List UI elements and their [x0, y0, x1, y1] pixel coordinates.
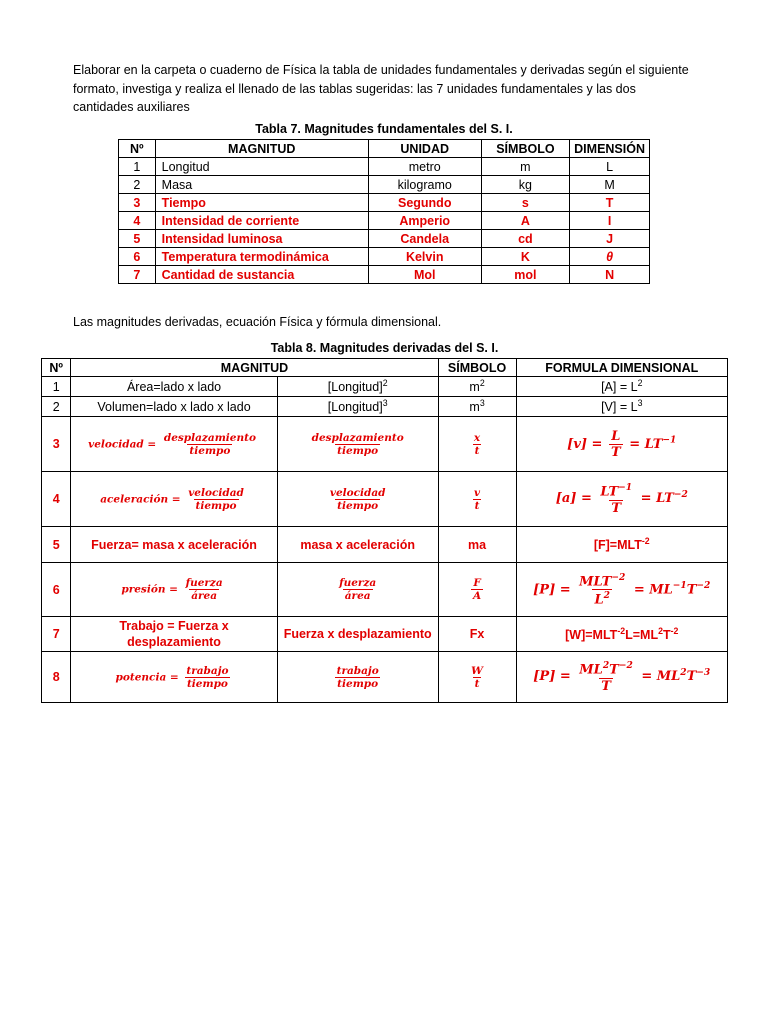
cell-number: 5: [42, 527, 71, 563]
cell-dimension: J: [570, 230, 650, 248]
cell-symbol: Fx: [438, 617, 516, 652]
cell-unit: Segundo: [368, 194, 481, 212]
col-dimension: DIMENSIÓN: [570, 140, 650, 158]
cell-number: 1: [119, 158, 156, 176]
table8-caption: Tabla 8. Magnitudes derivadas del S. I.: [270, 341, 499, 355]
cell-dimension: $[W]=MLT^{-2}L=ML^2T^{-2}$: [516, 617, 727, 652]
cell-expression: Fuerza x desplazamiento: [277, 617, 438, 652]
table-header-row: [42, 359, 728, 377]
table-row: [42, 377, 728, 397]
cell-symbol: s: [481, 194, 570, 212]
cell-magnitude: Área=lado x lado: [71, 377, 277, 397]
cell-dimension: T: [570, 194, 650, 212]
table-row: [119, 230, 650, 248]
cell-expression: masa x aceleración: [277, 527, 438, 563]
cell-number: 8: [42, 652, 71, 703]
col-magnitude: MAGNITUD: [71, 359, 438, 377]
col-symbol: SÍMBOLO: [481, 140, 570, 158]
table-header-row: [119, 140, 650, 158]
cell-symbol: $\frac{v}{t}$: [438, 472, 516, 527]
cell-symbol: K: [481, 248, 570, 266]
cell-symbol: cd: [481, 230, 570, 248]
cell-magnitude: potencia = $\frac{\text{trabajo}}{\text{tiempo}}$: [71, 652, 277, 703]
cell-magnitude: Intensidad luminosa: [155, 230, 368, 248]
cell-expression: $\frac{\text{fuerza}}{\text{área}}$: [277, 563, 438, 617]
cell-unit: Amperio: [368, 212, 481, 230]
table-row: [42, 472, 728, 527]
cell-expression: [Longitud]$^3$: [277, 397, 438, 417]
col-symbol: SÍMBOLO: [438, 359, 516, 377]
cell-magnitude: Temperatura termodinámica: [155, 248, 368, 266]
cell-magnitude: velocidad = $\frac{\text{desplazamiento}}{\text{tiempo}}$: [71, 417, 277, 472]
cell-expression: $\frac{\text{trabajo}}{\text{tiempo}}$: [277, 652, 438, 703]
table-fundamental-magnitudes: [118, 139, 650, 284]
cell-number: 6: [42, 563, 71, 617]
cell-dimension: [a] = $\frac{LT^{-1}}{T}$ = $LT^{-2}$: [516, 472, 727, 527]
cell-symbol: $m^2$: [438, 377, 516, 397]
cell-dimension: $[A] = L^2$: [516, 377, 727, 397]
table-row: [119, 176, 650, 194]
cell-symbol: $m^3$: [438, 397, 516, 417]
cell-symbol: mol: [481, 266, 570, 284]
cell-symbol: ma: [438, 527, 516, 563]
col-unit: UNIDAD: [368, 140, 481, 158]
cell-unit: kilogramo: [368, 176, 481, 194]
cell-magnitude: Trabajo = Fuerza x desplazamiento: [71, 617, 277, 652]
cell-magnitude: Longitud: [155, 158, 368, 176]
cell-dimension: N: [570, 266, 650, 284]
cell-dimension: L: [570, 158, 650, 176]
table-row: [42, 652, 728, 703]
cell-number: 4: [42, 472, 71, 527]
cell-symbol: $\frac{x}{t}$: [438, 417, 516, 472]
cell-dimension: θ: [570, 248, 650, 266]
cell-unit: Candela: [368, 230, 481, 248]
cell-dimension: $[V] = L^3$: [516, 397, 727, 417]
cell-magnitude: aceleración = $\frac{\text{velocidad}}{\text{tiempo}}$: [71, 472, 277, 527]
cell-magnitude: Tiempo: [155, 194, 368, 212]
cell-number: 3: [119, 194, 156, 212]
cell-number: 5: [119, 230, 156, 248]
cell-magnitude: presión = $\frac{\text{fuerza}}{\text{área}}$: [71, 563, 277, 617]
table-row: [42, 563, 728, 617]
cell-number: 3: [42, 417, 71, 472]
cell-number: 7: [42, 617, 71, 652]
cell-number: 1: [42, 377, 71, 397]
table-row: [42, 397, 728, 417]
cell-expression: [Longitud]$^2$: [277, 377, 438, 397]
derived-intro: Las magnitudes derivadas, ecuación Física y fórmula dimensional.: [73, 315, 442, 329]
cell-symbol: $\frac{W}{t}$: [438, 652, 516, 703]
table7-caption: Tabla 7. Magnitudes fundamentales del S. I.: [255, 122, 513, 136]
cell-symbol: kg: [481, 176, 570, 194]
cell-number: 7: [119, 266, 156, 284]
table-row: [119, 266, 650, 284]
cell-unit: Kelvin: [368, 248, 481, 266]
table-row: [119, 194, 650, 212]
cell-dimension: [P] = $\frac{MLT^{-2}}{L^2}$ = $ML^{-1}T^{-2}$: [516, 563, 727, 617]
table-row: [42, 527, 728, 563]
cell-magnitude: Volumen=lado x lado x lado: [71, 397, 277, 417]
cell-symbol: m: [481, 158, 570, 176]
table-row: [42, 417, 728, 472]
intro-paragraph: Elaborar en la carpeta o cuaderno de Física la tabla de unidades fundamentales y derivadas según el siguiente formato, investiga y realiza el llenado de las tablas sugeridas: las 7 unidades fundamentales y las dos cantidades auxiliares: [73, 63, 689, 114]
cell-unit: Mol: [368, 266, 481, 284]
cell-dimension: [P] = $\frac{ML^2T^{-2}}{T}$ = $ML^2T^{-3}$: [516, 652, 727, 703]
cell-number: 2: [119, 176, 156, 194]
cell-magnitude: Masa: [155, 176, 368, 194]
table-row: [119, 158, 650, 176]
table-row: [42, 617, 728, 652]
cell-number: 2: [42, 397, 71, 417]
cell-number: 6: [119, 248, 156, 266]
cell-expression: $\frac{\text{velocidad}}{\text{tiempo}}$: [277, 472, 438, 527]
cell-symbol: $\frac{F}{A}$: [438, 563, 516, 617]
cell-dimension: $[F]=MLT^{-2}$: [516, 527, 727, 563]
table-row: [119, 212, 650, 230]
col-number: Nº: [119, 140, 156, 158]
cell-dimension: [v] = $\frac{L}{T}$ = $LT^{-1}$: [516, 417, 727, 472]
col-number: Nº: [42, 359, 71, 377]
cell-magnitude: Cantidad de sustancia: [155, 266, 368, 284]
col-dimensional-formula: FORMULA DIMENSIONAL: [516, 359, 727, 377]
cell-magnitude: Intensidad de corriente: [155, 212, 368, 230]
table-row: [119, 248, 650, 266]
cell-number: 4: [119, 212, 156, 230]
cell-expression: $\frac{\text{desplazamiento}}{\text{tiempo}}$: [277, 417, 438, 472]
cell-dimension: I: [570, 212, 650, 230]
cell-magnitude: Fuerza= masa x aceleración: [71, 527, 277, 563]
cell-symbol: A: [481, 212, 570, 230]
cell-unit: metro: [368, 158, 481, 176]
col-magnitude: MAGNITUD: [155, 140, 368, 158]
cell-dimension: M: [570, 176, 650, 194]
table-derived-magnitudes: [41, 358, 728, 703]
